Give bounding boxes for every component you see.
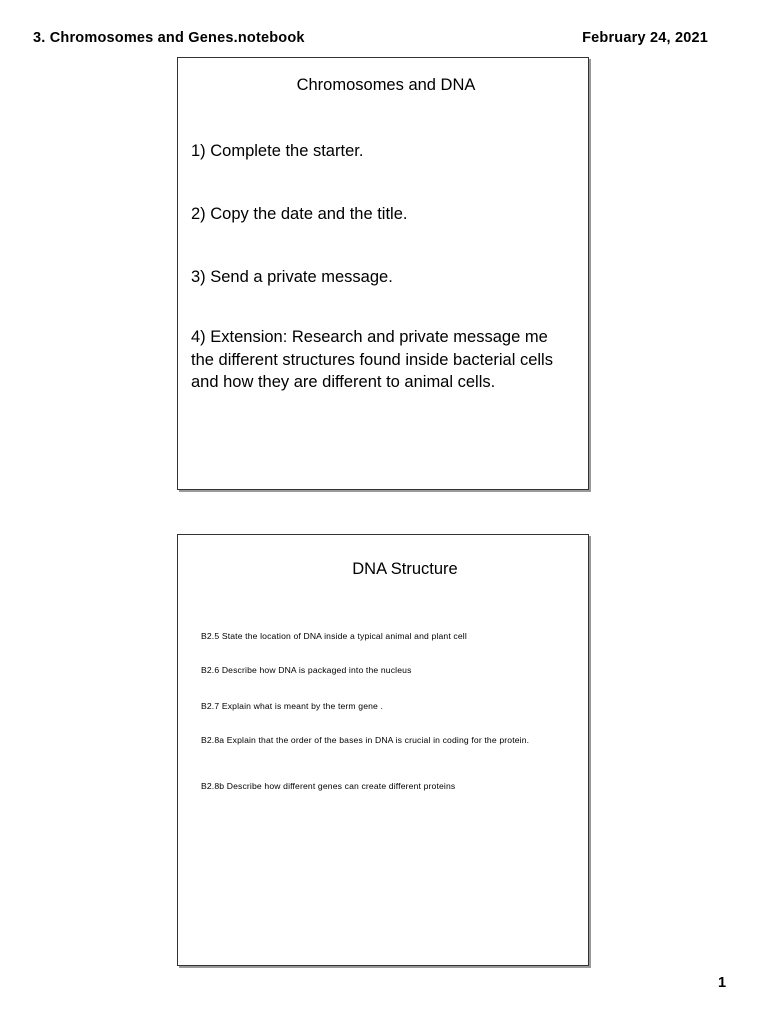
instruction-item: 2) Copy the date and the title.: [191, 205, 408, 223]
page-number: 1: [718, 975, 727, 991]
learning-objective: B2.6 Describe how DNA is packaged into the nucleus: [201, 665, 412, 675]
notebook-title: 3. Chromosomes and Genes.notebook: [33, 30, 305, 46]
instruction-item: 3) Send a private message.: [191, 268, 393, 286]
header-date: February 24, 2021: [582, 30, 708, 46]
slide-chromosomes-and-dna: [177, 57, 589, 490]
learning-objective: B2.8b Describe how different genes can create different proteins: [201, 781, 456, 791]
slide-title: Chromosomes and DNA: [296, 76, 476, 94]
learning-objective: B2.5 State the location of DNA inside a typical animal and plant cell: [201, 631, 467, 641]
slide-dna-structure: [177, 534, 589, 966]
slide-title: DNA Structure: [352, 560, 458, 578]
learning-objective: B2.7 Explain what is meant by the term gene .: [201, 701, 384, 711]
instruction-item: 1) Complete the starter.: [191, 142, 364, 160]
page-header: [33, 29, 708, 47]
instruction-item: 4) Extension: Research and private message me the different structures found inside bacterial cells and how they are different to animal cells.: [191, 328, 553, 391]
learning-objective: B2.8a Explain that the order of the bases in DNA is crucial in coding for the protein.: [201, 735, 530, 745]
